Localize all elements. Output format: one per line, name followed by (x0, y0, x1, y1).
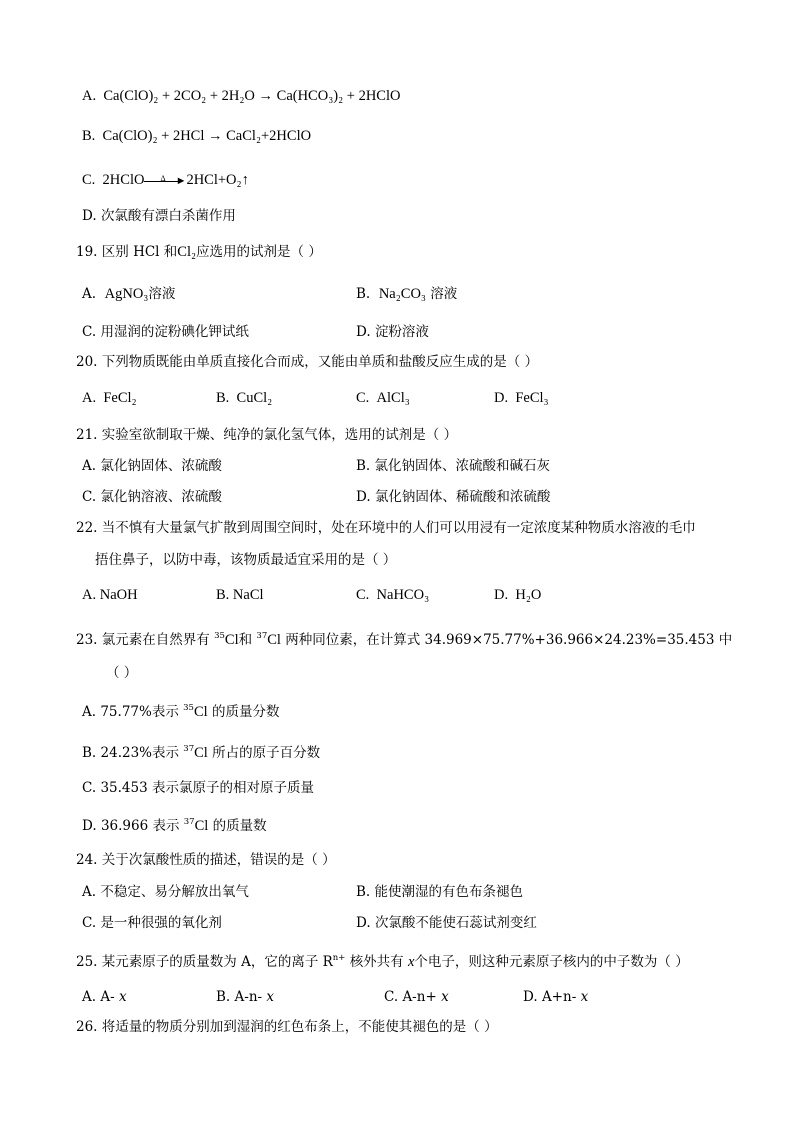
question-number: 21. (76, 427, 98, 443)
option-text: 所占的原子百分数 (212, 745, 321, 761)
option-text: 淀粉溶液 (374, 324, 429, 340)
q23-option-c (82, 778, 314, 798)
question-22-stem-line2 (95, 550, 396, 570)
q18-option-c (82, 170, 249, 190)
formula: NaHCO₃ (376, 587, 430, 603)
formula: Cl₂ (177, 244, 197, 260)
question-number: 26. (76, 1019, 98, 1035)
variable: x (266, 989, 275, 1005)
element-symbol: Cl (224, 632, 239, 648)
question-number: 22. (76, 520, 98, 536)
option-label: B. (356, 458, 371, 474)
variable: x (118, 989, 127, 1005)
option-text: 氯化钠固体、浓硫酸和碱石灰 (374, 458, 551, 474)
option-text: 不稳定、易分解放出氧气 (100, 884, 249, 900)
question-24-stem (76, 850, 336, 870)
q25-option-d (523, 987, 588, 1007)
q18-option-a (82, 86, 400, 106)
question-23-stem-line2 (106, 663, 137, 683)
option-label: C. (82, 489, 97, 505)
option-label: A. (82, 989, 97, 1005)
element-symbol: Cl (194, 745, 208, 761)
mass-number: 35 (214, 631, 225, 641)
option-label: A. (82, 458, 97, 474)
formula: AlCl₃ (376, 390, 410, 406)
stem-text: 将适量的物质分别加到湿润的红色布条上，不能使其褪色的是（ ） (101, 1019, 498, 1035)
heat-condition: Δ (160, 173, 166, 183)
option-expr: A- (100, 989, 115, 1005)
option-label: B. (216, 989, 231, 1005)
mass-number: 37 (183, 817, 195, 827)
option-label: D. (356, 324, 371, 340)
option-text: 次氯酸不能使石蕊试剂变红 (374, 915, 537, 931)
heat-arrow-icon: Δ ► (144, 175, 186, 187)
variable: x (407, 954, 415, 970)
stem-text: 关于次氯酸性质的描述，错误的是（ ） (101, 852, 336, 868)
q21-option-c (82, 487, 222, 507)
stem-text: 氯元素在自然界有 (101, 632, 210, 648)
option-text: 氯化钠固体、浓硫酸 (100, 458, 222, 474)
option-text: 用湿润的淀粉碘化钾试纸 (100, 324, 249, 340)
question-25-stem (76, 952, 689, 972)
q19-option-a (82, 284, 175, 304)
mass-number: 37 (256, 631, 268, 641)
option-label: A. (82, 884, 97, 900)
q23-option-b (82, 743, 320, 763)
stem-text: 下列物质既能由单质直接化合而成，又能由单质和盐酸反应生成的是（ ） (101, 354, 539, 370)
question-number: 20. (76, 354, 98, 370)
option-label: C. (82, 324, 97, 340)
option-text: 是一种很强的氧化剂 (100, 915, 222, 931)
option-label: B. (216, 390, 230, 406)
q19-option-d (356, 322, 429, 342)
option-expr: A-n+ (402, 989, 437, 1005)
q22-option-d (494, 585, 541, 605)
option-label: A. (82, 286, 97, 302)
option-label: C. (82, 915, 97, 931)
q25-option-b (216, 987, 274, 1007)
option-text: 氯化钠溶液、浓硫酸 (100, 489, 222, 505)
option-label: B. (82, 128, 96, 144)
question-number: 19. (76, 244, 98, 260)
answer-bracket: （ ） (106, 665, 138, 681)
option-label: B. (356, 884, 371, 900)
chemical-equation: Ca(ClO)₂ + 2CO₂ + 2H₂O → Ca(HCO₃)₂ + 2HClO (103, 88, 401, 104)
q19-option-c (82, 322, 249, 342)
q22-option-b (216, 585, 264, 605)
stem-text: 核外共有 (349, 954, 404, 970)
option-label: C. (384, 989, 399, 1005)
q24-option-b (356, 882, 523, 902)
question-number: 24. (76, 852, 98, 868)
stem-text: 应选用的试剂是（ ） (196, 244, 322, 260)
q22-option-a (82, 585, 138, 605)
stem-text: 两种同位素，在计算式 34.969×75.77%+36.966×24.23%=35.453 中 (285, 632, 733, 648)
q22-option-c (356, 585, 429, 605)
question-22-stem-line1 (76, 518, 696, 538)
option-text: 氯化钠固体、稀硫酸和浓硫酸 (374, 489, 551, 505)
ion-charge: n+ (332, 953, 346, 963)
option-label: C. (82, 780, 97, 796)
option-label: D. (356, 489, 371, 505)
option-label: A. (82, 88, 97, 104)
option-label: D. (82, 818, 97, 834)
option-text: 能使潮湿的有色布条褪色 (374, 884, 524, 900)
question-19-stem (76, 242, 322, 262)
q19-option-b (356, 284, 457, 304)
q23-option-a (82, 702, 279, 722)
element-symbol: Cl (193, 704, 208, 720)
stem-text: 某元素原子的质量数为 A，它的离子 R (101, 954, 333, 970)
option-label: B. (82, 745, 97, 761)
q20-option-b (216, 388, 272, 408)
option-label: C. (356, 390, 370, 406)
option-text: 溶液 (148, 286, 176, 302)
mass-number: 37 (183, 744, 195, 754)
formula: NaOH (99, 587, 138, 603)
reactant: 2HClO (102, 172, 145, 188)
option-label: A. (82, 390, 97, 406)
q18-option-b (82, 126, 311, 146)
option-label: B. (356, 286, 371, 302)
q25-option-a (82, 987, 127, 1007)
question-21-stem (76, 425, 457, 445)
q24-option-a (82, 882, 249, 902)
formula: CuCl₂ (236, 390, 273, 406)
question-26-stem (76, 1017, 498, 1037)
option-text: 36.966 表示 (100, 818, 180, 834)
question-number: 25. (76, 954, 98, 970)
option-text: 的质量数 (212, 818, 267, 834)
formula: AgNO₃ (104, 286, 149, 302)
option-expr: A-n- (234, 989, 263, 1005)
question-number: 23. (76, 632, 98, 648)
option-label: D. (356, 915, 371, 931)
q20-option-c (356, 388, 410, 408)
q20-option-d (494, 388, 549, 408)
element-symbol: Cl (267, 632, 281, 648)
q25-option-c (384, 987, 449, 1007)
q23-option-d (82, 816, 267, 836)
q21-option-b (356, 456, 550, 476)
formula: NaCl (232, 587, 264, 603)
q24-option-c (82, 913, 222, 933)
option-expr: A+n- (541, 989, 577, 1005)
option-label: C. (356, 587, 370, 603)
stem-text: 和 (238, 632, 253, 648)
option-label: A. (82, 704, 97, 720)
option-label: B. (216, 587, 230, 603)
option-label: A. (82, 587, 97, 603)
question-23-stem-line1 (76, 630, 732, 650)
stem-text: 当不慎有大量氯气扩散到周围空间时，处在环境中的人们可以用浸有一定浓度某种物质水溶液的毛巾 (101, 520, 696, 536)
option-text: 溶液 (430, 286, 458, 302)
variable: x (580, 989, 589, 1005)
mass-number: 35 (183, 703, 194, 713)
formula: Na₂CO₃ (378, 286, 426, 302)
option-label: D. (494, 587, 509, 603)
variable: x (441, 989, 449, 1005)
element-symbol: Cl (194, 818, 209, 834)
question-20-stem (76, 352, 538, 372)
option-text: 的质量分数 (211, 704, 280, 720)
stem-text: 捂住鼻子，以防中毒，该物质最适宜采用的是（ ） (95, 552, 397, 568)
stem-text: 实验室欲制取干燥、纯净的氯化氢气体，选用的试剂是（ ） (101, 427, 458, 443)
option-text: 75.77%表示 (100, 704, 179, 720)
formula: FeCl₃ (515, 390, 549, 406)
option-label: C. (82, 172, 96, 188)
stem-text: 区别 HCl 和 (101, 244, 178, 260)
chemical-equation: Ca(ClO)₂ + 2HCl → CaCl₂+2HClO (102, 128, 312, 144)
q21-option-d (356, 487, 550, 507)
option-label: D. (494, 390, 509, 406)
formula: FeCl₂ (103, 390, 137, 406)
products: 2HCl+O₂↑ (186, 172, 249, 188)
option-label: D. (82, 208, 97, 224)
option-text: 35.453 表示氯原子的相对原子质量 (100, 780, 314, 796)
q18-option-d (82, 206, 236, 226)
option-text: 24.23%表示 (100, 745, 179, 761)
option-text: 次氯酸有漂白杀菌作用 (100, 208, 236, 224)
q24-option-d (356, 913, 537, 933)
stem-text: 个电子，则这种元素原子核内的中子数为（ ） (414, 954, 689, 970)
q21-option-a (82, 456, 222, 476)
formula: H₂O (515, 587, 542, 603)
option-label: D. (523, 989, 538, 1005)
q20-option-a (82, 388, 137, 408)
